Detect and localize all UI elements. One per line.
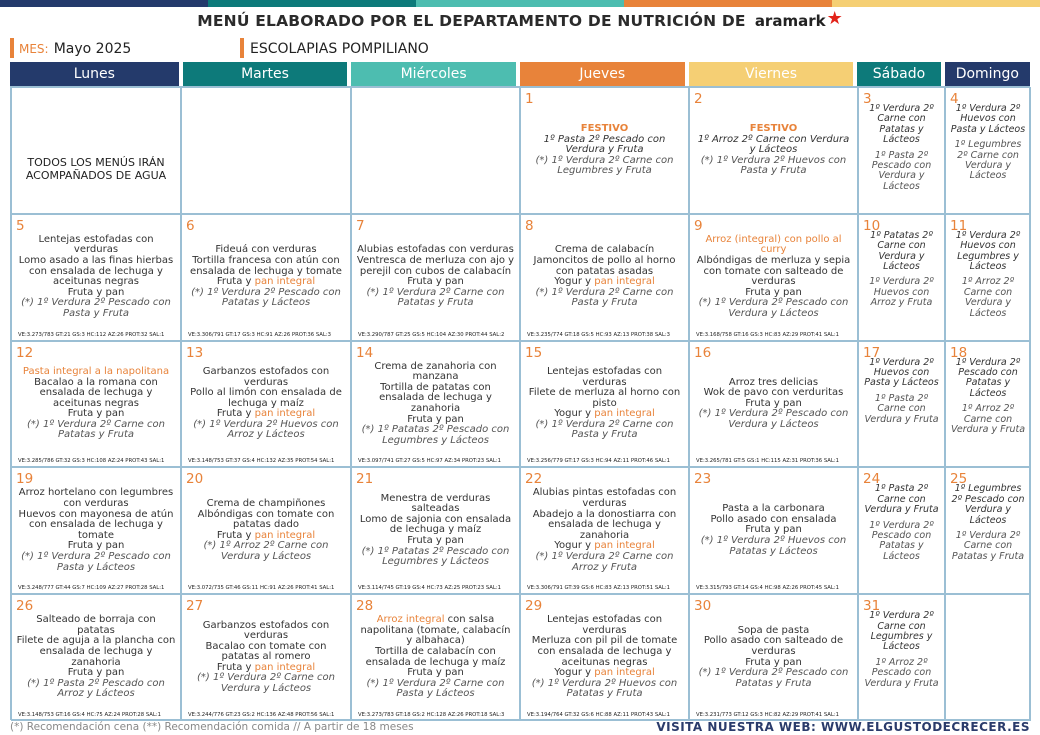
dinner-recommendation: (*) 1º Verdura 2º Carne con Patatas y Fruta [366, 286, 505, 309]
nutrition-info: VE:3.273/783 GT:21 GS:3 HC:112 AZ:26 PROT:32 SAL:1 [18, 331, 165, 338]
nutrition-info: VE:3.285/786 GT:32 GS:3 HC:108 AZ:24 PROT:43 SAL:1 [18, 458, 165, 465]
nutrition-info: VE:3.194/764 GT:32 GS:6 HC:88 AZ:11 PROT:43 SAL:1 [527, 711, 671, 718]
menu-dish: Albóndigas de merluza y sepia con tomate con salteado de verduras [696, 255, 851, 288]
weekend-suggestion: 1º Pasta 2º Pescado con Verdura y Lácteos [871, 149, 932, 192]
day-number: 24 [863, 471, 881, 488]
dinner-recommendation: (*) 1º Verdura 2º Huevos con Patatas y Lácteos [700, 535, 847, 557]
dinner-recommendation: (*) 1º Verdura 2º Pescado con Pasta y Lácteos [21, 550, 171, 573]
weekend-cell-4 [945, 87, 1031, 214]
menu-dish: Wok de pavo con verduritas [703, 387, 844, 399]
menu-dish: Tortilla de calabacín con ensalada de lechuga y maíz [365, 645, 506, 668]
water-notice: TODOS LOS MENÚS IRÁN ACOMPAÑADOS DE AGUA [25, 156, 167, 183]
menu-dish: 1º Pasta 2º Pescado con Verdura y Fruta [543, 133, 666, 156]
dinner-recommendation: (*) 1º Verdura 2º Pescado con Pasta y Fruta [21, 297, 171, 319]
dinner-recommendation: (*) 1º Verdura 2º Pescado con Verdura y Lácteos [698, 297, 849, 319]
nutrition-info: VE:3.168/758 GT:16 GS:3 HC:83 AZ:29 PROT:41 SAL:1 [696, 331, 840, 338]
day-cell-9 [689, 214, 858, 341]
menu-dish: Fruta y pan [407, 276, 464, 288]
menu-dish: Fruta y pan [67, 286, 125, 298]
top-bar-segment [416, 0, 624, 7]
weekday-header-domingo: Domingo [945, 62, 1030, 86]
day-cell-28 [351, 594, 520, 721]
menu-dish: Ventresca de merluza con ajo y perejil con cubos de calabacín [356, 255, 515, 277]
day-number: 20 [186, 471, 204, 488]
menu-dish: Alubias estofadas con verduras [357, 244, 514, 256]
day-menu [690, 482, 857, 579]
menu-dish: Lentejas estofadas con verduras [546, 365, 663, 388]
day-menu [521, 609, 688, 706]
weekend-suggestion: 1º Verdura 2º Huevos con Arroz y Fruta [869, 276, 934, 309]
dinner-recommendation: (*) 1º Verdura 2º Pescado con Patatas y Fruta [698, 667, 849, 689]
dish-text: Yogur y [554, 540, 595, 552]
nutrition-info: VE:3.306/791 GT:17 GS:3 HC:91 AZ:26 PROT:36 SAL:3 [188, 331, 332, 338]
nutrition-info: VE:3.256/779 GT:17 GS:3 HC:94 AZ:11 PROT:46 SAL:1 [527, 458, 671, 465]
menu-dish: Crema de champiñones [206, 498, 326, 509]
dinner-recommendation: (*) 1º Verdura 2º Pescado con Patatas y Lácteos [191, 286, 341, 309]
menu-dish: Alubias pintas estofadas con verduras [532, 487, 677, 509]
dinner-recommendation: (*) 1º Arroz 2º Carne con Verdura y Lácteos [203, 540, 329, 562]
nutrition-info: VE:3.114/745 GT:19 GS:4 HC:73 AZ:25 PROT:23 SAL:1 [358, 585, 502, 592]
day-cell-7 [351, 214, 520, 341]
weekend-menu [859, 484, 944, 567]
menu-dish: Bacalao a la romana con ensalada de lechuga y aceitunas negras [34, 376, 158, 409]
menu-dish: Pasta a la carbonara [722, 503, 825, 515]
day-cell-12 [11, 341, 181, 468]
day-menu [521, 229, 688, 326]
weekend-menu [859, 358, 944, 430]
menu-dish: Tortilla francesa con atún con ensalada de lechuga y tomate [190, 255, 342, 277]
dinner-recommendation: (*) 1º Verdura 2º Carne con Pasta y Fruta [535, 286, 674, 309]
menu-dish: 1º Arroz 2º Carne con Verdura y Lácteos [697, 133, 850, 156]
weekend-suggestion: 1º Legumbres 2º Pescado con Verdura y Lácteos [951, 483, 1025, 526]
day-menu [352, 609, 519, 706]
menu-dish: Lentejas estofadas con verduras [546, 614, 663, 636]
day-cell-30 [689, 594, 858, 721]
day-number: 5 [16, 217, 25, 234]
weekend-suggestion: 1º Verdura 2º Pescado con Patatas y Lácteos [955, 356, 1021, 399]
weekend-suggestion: 1º Verdura 2º Carne con Legumbres y Lácteos [869, 610, 934, 653]
nutrition-info: VE:3.244/776 GT:23 GS:2 HC:136 AZ:48 PROT:56 SAL:1 [188, 711, 335, 718]
calendar-cell [945, 594, 1031, 721]
weekend-cell-25 [945, 467, 1031, 594]
holiday-label: FESTIVO [580, 122, 629, 134]
menu-dish: Fruta y pan [407, 667, 464, 679]
nutrition-info: VE:3.290/787 GT:25 GS:5 HC:104 AZ:30 PROT:44 SAL:2 [358, 331, 505, 338]
menu-dish: Lomo de sajonia con ensalada de lechuga y maíz [359, 513, 512, 536]
weekend-menu [946, 104, 1030, 187]
menu-dish: Fruta y pan [745, 397, 802, 409]
weekend-cell-31 [858, 594, 945, 721]
weekend-suggestion: 1º Legumbres 2º Carne con Verdura y Lácteos [954, 139, 1022, 182]
weekend-cell-17 [858, 341, 945, 468]
dinner-recommendation: (*) 1º Verdura 2º Carne con Pasta y Fruta [535, 418, 674, 441]
weekday-header-jueves: Jueves [520, 62, 685, 86]
day-menu [12, 609, 180, 706]
menu-dish: Huevos con mayonesa de atún con ensalada de lechuga y tomate [18, 508, 174, 541]
menu-dish: Arroz hortelano con legumbres con verduras [18, 487, 174, 509]
day-number: 19 [16, 471, 34, 488]
highlight-text: pan integral [594, 540, 655, 552]
footer-legend: (*) Recomendación cena (**) Recomendación comida // A partir de 18 meses [10, 721, 414, 733]
day-cell-21 [351, 467, 520, 594]
weekend-suggestion: 1º Arroz 2º Carne con Verdura y Fruta [950, 403, 1026, 436]
dish-text: Fruta y [216, 408, 255, 420]
dish-text: Fruta y [216, 276, 255, 288]
dinner-recommendation: (*) 1º Patatas 2º Pescado con Legumbres y Lácteos [361, 545, 510, 568]
day-cell-23 [689, 467, 858, 594]
calendar-cell [181, 87, 351, 214]
nutrition-info: VE:3.315/793 GT:14 GS:4 HC:98 AZ:26 PROT:45 SAL:1 [696, 585, 840, 592]
day-cell-2 [689, 87, 858, 214]
day-number: 22 [525, 471, 543, 488]
day-cell-22 [520, 467, 689, 594]
day-cell-14 [351, 341, 520, 468]
title-row [0, 10, 1040, 36]
highlight-text: pan integral [254, 529, 316, 541]
weekday-header-martes: Martes [183, 62, 348, 86]
menu-dish: Garbanzos estofados con verduras [202, 365, 330, 388]
weekday-header-viernes: Viernes [689, 62, 854, 86]
day-cell-29 [520, 594, 689, 721]
month-box [10, 38, 230, 58]
nutrition-info: VE:3.306/791 GT:39 GS:6 HC:83 AZ:13 PROT:51 SAL:1 [527, 585, 671, 592]
weekday-header-lunes: Lunes [10, 62, 179, 86]
day-number: 4 [950, 91, 959, 107]
menu-dish: Arroz tres delicias [728, 376, 819, 388]
top-bar-segment [208, 0, 416, 7]
menu-dish: Garbanzos estofados con verduras [202, 619, 330, 642]
page-title: MENÚ ELABORADO POR EL DEPARTAMENTO DE NUTRICIÓN DE [197, 11, 746, 30]
day-number: 3 [863, 91, 872, 107]
nutrition-info: VE:3.072/735 GT:46 GS:11 HC:91 AZ:26 PROT:41 SAL:1 [188, 585, 335, 592]
menu-dish: Salteado de borraja con patatas [36, 614, 156, 636]
dinner-recommendation: (*) 1º Verdura 2º Huevos con Arroz y Lácteos [193, 418, 339, 441]
menu-dish: Pollo asado con ensalada [710, 513, 837, 525]
menu-dish: Bacalao con tomate con patatas al romero [205, 640, 327, 663]
day-number: 11 [950, 217, 968, 234]
menu-dish: Jamoncitos de pollo al horno con patatas asadas [533, 255, 676, 277]
day-cell-26 [11, 594, 181, 721]
highlight-text: Arroz integral [376, 614, 445, 626]
menu-dish: Fideuá con verduras [215, 244, 317, 256]
day-number: 12 [16, 344, 34, 361]
top-bar-segment [0, 0, 208, 7]
day-number: 17 [863, 344, 881, 361]
day-cell-27 [181, 594, 351, 721]
menu-dish: Tortilla de patatas con ensalada de lechuga y zanahoria [379, 381, 492, 414]
day-menu [690, 609, 857, 706]
month-value: Mayo 2025 [53, 41, 132, 57]
day-menu [521, 482, 688, 579]
nutrition-info: VE:3.231/773 GT:12 GS:3 HC:82 AZ:29 PROT:41 SAL:1 [696, 711, 840, 718]
menu-dish: Filete de aguja a la plancha con ensalada de lechuga y zanahoria [16, 635, 176, 668]
menu-dish: Fruta y pan [407, 413, 464, 425]
weekend-suggestion: 1º Arroz 2º Carne con Verdura y Lácteos [961, 276, 1015, 319]
day-menu [690, 102, 857, 199]
weekend-menu [859, 611, 944, 694]
day-number: 31 [863, 598, 881, 615]
dinner-recommendation: (*) 1º Verdura 2º Carne con Verdura y Lácteos [197, 672, 335, 695]
day-number: 15 [525, 344, 543, 361]
day-number: 9 [694, 217, 703, 234]
day-menu [182, 609, 350, 706]
dinner-recommendation: (*) 1º Verdura 2º Carne con Patatas y Fruta [27, 418, 165, 441]
day-number: 23 [694, 471, 712, 488]
day-cell-5 [11, 214, 181, 341]
day-number: 10 [863, 217, 881, 234]
dinner-recommendation: (*) 1º Verdura 2º Huevos con Patatas y Fruta [531, 677, 678, 700]
menu-dish: Pollo al limón con ensalada de lechuga y maíz [190, 387, 342, 409]
highlight-text: pan integral [594, 667, 655, 679]
month-label: MES: [19, 42, 49, 56]
dish-text: Yogur y [554, 408, 595, 420]
nutrition-info: VE:3.097/741 GT:27 GS:5 HC:97 AZ:34 PROT:23 SAL:1 [358, 458, 502, 465]
day-number: 26 [16, 598, 34, 615]
menu-dish: Fruta y pan [67, 540, 125, 552]
menu-dish: Crema de zanahoria con manzana [374, 360, 497, 383]
menu-dish: Merluza con pil pil de tomate con ensalada de lechuga y aceitunas negras [531, 635, 678, 668]
weekend-suggestion: 1º Verdura 2º Huevos con Legumbres y Lácteos [955, 229, 1021, 273]
weekend-suggestion: 1º Verdura 2º Carne con Patatas y Lácteos [869, 103, 934, 146]
calendar-cell [11, 87, 181, 214]
day-number: 21 [356, 471, 374, 488]
day-number: 6 [186, 217, 195, 234]
top-bar-segment [832, 0, 1040, 7]
dish-text: Yogur y [554, 276, 595, 288]
aramark-star-icon: ★ [826, 8, 843, 29]
day-cell-16 [689, 341, 858, 468]
weekday-header-miércoles: Miércoles [351, 62, 516, 86]
menu-dish: Pollo asado con salteado de verduras [703, 635, 844, 657]
menu-dish: Menestra de verduras salteadas [380, 492, 491, 515]
day-cell-15 [520, 341, 689, 468]
weekend-cell-18 [945, 341, 1031, 468]
day-number: 1 [525, 91, 534, 107]
top-bar-segment [624, 0, 832, 7]
day-menu [12, 356, 180, 453]
highlight-text: pan integral [254, 661, 316, 673]
day-number: 25 [950, 471, 968, 488]
nutrition-info: VE:3.148/753 GT:16 GS:4 HC:75 AZ:24 PROT:28 SAL:1 [18, 711, 162, 718]
dish-text: con salsa napolitana (tomate, calabacín y albahaca) [360, 614, 511, 647]
day-menu [690, 229, 857, 326]
day-number: 29 [525, 598, 543, 615]
menu-dish: Lentejas estofadas con verduras [38, 233, 154, 256]
holiday-label: FESTIVO [749, 122, 798, 134]
dinner-recommendation: (*) 1º Patatas 2º Pescado con Legumbres y Lácteos [361, 424, 510, 446]
day-cell-6 [181, 214, 351, 341]
highlight-text: pan integral [254, 408, 316, 420]
day-cell-13 [181, 341, 351, 468]
menu-dish: Fruta y pan [745, 656, 802, 668]
day-cell-8 [520, 214, 689, 341]
dish-text: Fruta y [216, 529, 255, 541]
nutrition-info: VE:3.248/777 GT:44 GS:7 HC:109 AZ:27 PROT:28 SAL:1 [18, 585, 165, 592]
day-number: 14 [356, 344, 374, 361]
weekend-menu [859, 104, 944, 197]
menu-dish: Arroz (integral) con pollo al curry [705, 233, 842, 256]
weekend-suggestion: 1º Pasta 2º Carne con Verdura y Fruta [864, 392, 939, 425]
weekend-cell-11 [945, 214, 1031, 341]
menu-dish: Lomo asado a las finas hierbas con ensalada de lechuga y aceitunas negras [18, 255, 174, 288]
day-cell-1 [520, 87, 689, 214]
weekend-suggestion: 1º Arroz 2º Pescado con Verdura y Fruta [864, 656, 939, 689]
day-menu [352, 229, 519, 326]
weekend-menu [946, 358, 1030, 441]
day-cell-20 [181, 467, 351, 594]
dinner-recommendation: (*) 1º Verdura 2º Huevos con Pasta y Fruta [700, 154, 847, 177]
menu-dish: Albóndigas con tomate con patatas dado [197, 508, 335, 531]
menu-dish [356, 615, 515, 647]
top-color-bar [0, 0, 1040, 7]
dish-text: Fruta y [216, 661, 255, 673]
highlight-text: pan integral [594, 276, 655, 288]
weekend-suggestion: 1º Verdura 2º Huevos con Pasta y Lácteos [950, 103, 1026, 135]
weekend-suggestion: 1º Patatas 2º Carne con Verdura y Lácteos [870, 229, 933, 273]
menu-dish: Crema de calabacín [554, 244, 655, 256]
day-number: 16 [694, 344, 712, 361]
weekend-suggestion: 1º Verdura 2º Pescado con Patatas y Lácteos [869, 519, 934, 562]
day-menu [182, 229, 350, 326]
weekend-suggestion: 1º Verdura 2º Huevos con Pasta y Lácteos [864, 356, 939, 389]
highlight-text: pan integral [594, 408, 655, 420]
day-menu [12, 482, 180, 579]
nutrition-info: VE:3.265/781 GT:5 GS:1 HC:115 AZ:31 PROT:36 SAL:1 [696, 458, 840, 465]
menu-dish: Pasta integral a la napolitana [22, 365, 170, 377]
day-number: 8 [525, 217, 534, 234]
footer-website-link[interactable]: VISITA NUESTRA WEB: WWW.ELGUSTODECRECER.ES [656, 720, 1030, 734]
dinner-recommendation: (*) 1º Verdura 2º Carne con Legumbres y Fruta [535, 154, 674, 177]
weekend-cell-24 [858, 467, 945, 594]
day-menu [182, 482, 350, 579]
day-menu [352, 356, 519, 453]
weekend-cell-10 [858, 214, 945, 341]
weekend-menu [946, 231, 1030, 324]
menu-dish: Filete de merluza al horno con pisto [528, 387, 681, 409]
day-number: 13 [186, 344, 204, 361]
menu-dish: Abadejo a la donostiarra con ensalada de lechuga y zanahoria [532, 508, 677, 541]
menu-dish: Fruta y pan [745, 524, 802, 536]
menu-dish: Fruta y pan [407, 535, 464, 547]
weekend-suggestion: 1º Pasta 2º Carne con Verdura y Fruta [864, 483, 939, 516]
dish-text: Yogur y [554, 667, 595, 679]
day-menu [690, 356, 857, 453]
menu-dish: Sopa de pasta [737, 624, 810, 636]
day-menu [521, 356, 688, 453]
highlight-text: pan integral [254, 276, 316, 288]
dinner-recommendation: (*) 1º Verdura 2º Pescado con Verdura y Lácteos [698, 408, 849, 430]
day-number: 28 [356, 598, 374, 615]
calendar-cell [351, 87, 520, 214]
day-menu [182, 356, 350, 453]
dinner-recommendation: (*) 1º Verdura 2º Carne con Arroz y Fruta [535, 550, 674, 573]
day-number: 30 [694, 598, 712, 615]
day-menu [521, 102, 688, 199]
school-name: ESCOLAPIAS POMPILIANO [250, 41, 429, 57]
dinner-recommendation: (*) 1º Pasta 2º Pescado con Arroz y Lácteos [27, 677, 165, 700]
day-number: 27 [186, 598, 204, 615]
nutrition-info: VE:3.148/753 GT:37 GS:4 HC:132 AZ:35 PROT:54 SAL:1 [188, 458, 335, 465]
weekday-header-sábado: Sábado [857, 62, 940, 86]
nutrition-info: VE:3.235/774 GT:18 GS:5 HC:93 AZ:13 PROT:38 SAL:3 [527, 331, 671, 338]
weekend-menu [946, 484, 1030, 567]
day-number: 2 [694, 91, 703, 107]
weekend-cell-3 [858, 87, 945, 214]
weekday-header-row [10, 62, 1030, 86]
day-cell-19 [11, 467, 181, 594]
day-menu [12, 229, 180, 326]
nutrition-info: VE:3.273/783 GT:18 GS:2 HC:128 AZ:26 PROT:18 SAL:3 [358, 711, 505, 718]
day-number: 18 [950, 344, 968, 361]
day-number: 7 [356, 217, 365, 234]
weekend-suggestion: 1º Verdura 2º Carne con Patatas y Fruta [951, 530, 1025, 562]
aramark-logo: aramark★ [754, 8, 843, 30]
weekend-menu [859, 231, 944, 314]
school-box [240, 38, 1030, 58]
menu-dish: Fruta y pan [67, 667, 125, 679]
menu-calendar-grid [10, 86, 1030, 720]
menu-dish: Fruta y pan [745, 286, 802, 298]
day-menu [352, 482, 519, 579]
menu-dish: Fruta y pan [67, 408, 125, 420]
dinner-recommendation: (*) 1º Verdura 2º Carne con Pasta y Lácteos [366, 677, 505, 700]
